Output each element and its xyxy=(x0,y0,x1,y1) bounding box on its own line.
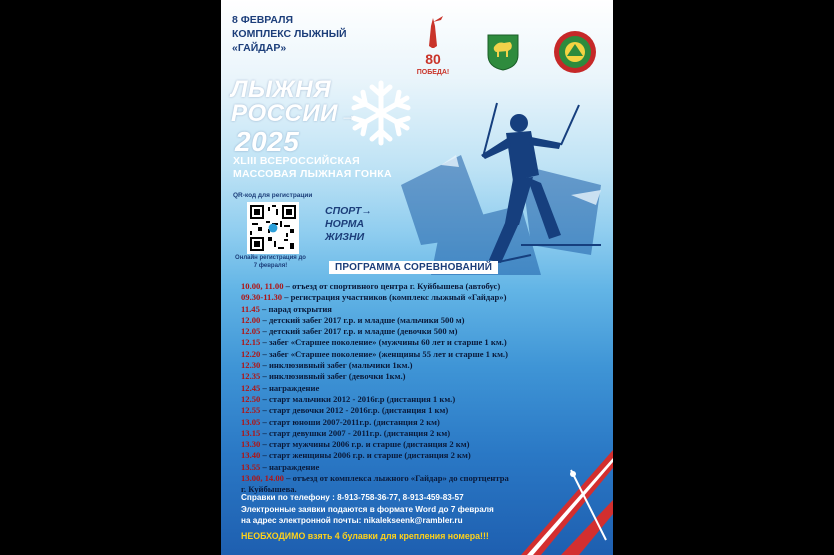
schedule-time: 13.30 xyxy=(241,439,261,450)
schedule-time: 12.50 xyxy=(241,393,261,404)
slogan-line-3: ЖИЗНИ xyxy=(325,231,365,243)
schedule-item xyxy=(241,337,601,348)
victory-sub-text: ПОБЕДА! xyxy=(416,69,450,76)
subtitle-line-1: XLIII ВСЕРОССИЙСКАЯ xyxy=(233,155,360,167)
victory-80-logo xyxy=(413,16,453,78)
schedule-time: 13.40 xyxy=(241,450,261,461)
schedule-text: – забег «Старшее поколение» (женщины 55 лет и старше 1 км.) xyxy=(260,348,508,359)
victory-80-text: 80 xyxy=(425,51,441,67)
schedule-time: 13.15 xyxy=(241,427,261,438)
schedule-time: 12.35 xyxy=(241,371,261,382)
schedule-item xyxy=(241,371,601,382)
schedule-time: 12.20 xyxy=(241,348,261,359)
schedule-time: 12.15 xyxy=(241,337,261,348)
schedule-item xyxy=(241,315,601,326)
schedule-text: – детский забег 2017 г.р. и младше (мальчики 500 м) xyxy=(260,314,465,325)
schedule-item xyxy=(241,383,601,394)
schedule-time: 10.00, 11.00 xyxy=(241,281,284,291)
schedule-text: – отъезд от комплекса лыжного «Гайдар» до спортцентра xyxy=(283,473,509,484)
slogan-line-2: НОРМА xyxy=(325,218,365,230)
schedule-item xyxy=(241,394,601,405)
schedule-text: – старт юноши 2007-2011г.р. (дистанция 2 км) xyxy=(260,416,440,427)
event-subtitle xyxy=(233,155,392,181)
schedule-text: – старт девушки 2007 - 2011г.р. (дистанция 2 км) xyxy=(260,427,451,438)
event-title xyxy=(231,78,358,157)
registration-qr-code[interactable] xyxy=(247,202,299,254)
slogan xyxy=(325,205,372,244)
contact-phone: Справки по телефону : 8-913-758-36-77, 8-913-459-83-57 xyxy=(241,493,464,502)
schedule-item xyxy=(241,417,601,428)
schedule-time: 13.05 xyxy=(241,416,261,427)
title-line-1: ЛЫЖНЯ xyxy=(231,76,332,103)
schedule-text: – детский забег 2017 г.р. и младше (девочки 500 м) xyxy=(260,326,458,337)
schedule-text: – регистрация участников (комплекс лыжный «Гайдар») xyxy=(282,292,507,303)
schedule-time: 11.45 xyxy=(241,303,260,314)
contact-applications: Электронные заявки подаются в формате Word до 7 февраля xyxy=(241,504,494,514)
event-poster xyxy=(221,0,613,555)
schedule-text: – награждение xyxy=(260,382,320,393)
coat-of-arms-icon xyxy=(486,33,520,71)
slogan-line-1: СПОРТ xyxy=(325,205,362,217)
schedule-text: – парад открытия xyxy=(259,303,332,314)
venue-line-1: КОМПЛЕКС ЛЫЖНЫЙ xyxy=(232,28,347,40)
schedule-item xyxy=(241,360,601,371)
schedule-item xyxy=(241,304,601,315)
schedule-text: – старт мужчины 2006 г.р. и старше (дистанция 2 км) xyxy=(260,439,470,450)
schedule-text: – старт мальчики 2012 - 2016г.р (дистанция 1 км.) xyxy=(260,393,456,404)
sport-emblem-icon xyxy=(553,30,597,74)
schedule-text: – инклюзивный забег (мальчики 1км.) xyxy=(260,360,413,371)
schedule-item xyxy=(241,281,601,292)
schedule-text: – отъезд от спортивного центра г. Куйбышева (автобус) xyxy=(283,281,501,291)
subtitle-line-2: МАССОВАЯ ЛЫЖНАЯ ГОНКА xyxy=(233,168,392,180)
schedule-time: 13.55 xyxy=(241,461,261,472)
schedule-text: – старт женщины 2006 г.р. и старше (дистанция 2 км) xyxy=(260,450,471,461)
schedule-continuation: г. Куйбышева. xyxy=(241,484,297,495)
contact-email: на адрес электронной почты: nikalekseenk@rambler.ru xyxy=(241,516,463,525)
schedule-time: 12.00 xyxy=(241,314,261,325)
schedule-time: 12.55 xyxy=(241,405,261,416)
warning-note: НЕОБХОДИМО взять 4 булавки для крепления номера!!! xyxy=(241,531,489,541)
qr-label: QR-код для регистрации xyxy=(233,192,313,199)
event-year: 2025 xyxy=(235,126,300,157)
schedule-item xyxy=(241,326,601,337)
event-date: 8 ФЕВРАЛЯ xyxy=(232,14,294,26)
arrow-icon: → xyxy=(361,205,372,217)
schedule-time: 13.00, 14.00 xyxy=(241,473,284,484)
schedule-text: – награждение xyxy=(260,461,320,472)
schedule-time: 12.30 xyxy=(241,360,261,371)
contacts-block xyxy=(241,492,541,527)
schedule-text: – старт девочки 2012 - 2016г.р. (дистанция 1 км) xyxy=(260,405,449,416)
schedule-item xyxy=(241,349,601,360)
program-title: ПРОГРАММА СОРЕВНОВАНИЙ xyxy=(329,261,498,274)
schedule-item xyxy=(241,292,601,303)
title-line-2: РОССИИ xyxy=(231,100,338,127)
schedule-time: 09.30-11.30 xyxy=(241,292,283,303)
schedule-text: – инклюзивный забег (девочки 1км.) xyxy=(260,371,406,382)
schedule-item xyxy=(241,405,601,416)
schedule-time: 12.05 xyxy=(241,326,261,337)
schedule-time: 12.45 xyxy=(241,382,261,393)
schedule-text: – забег «Старшее поколение» (мужчины 60 лет и старше 1 км.) xyxy=(260,337,507,348)
qr-registration-note: Онлайн регистрация до 7 февраля! xyxy=(235,255,306,269)
venue-line-2: «ГАЙДАР» xyxy=(232,42,287,54)
event-date-venue xyxy=(232,13,402,55)
arrow-icon: → xyxy=(339,105,359,125)
skier-illustration xyxy=(401,95,613,275)
